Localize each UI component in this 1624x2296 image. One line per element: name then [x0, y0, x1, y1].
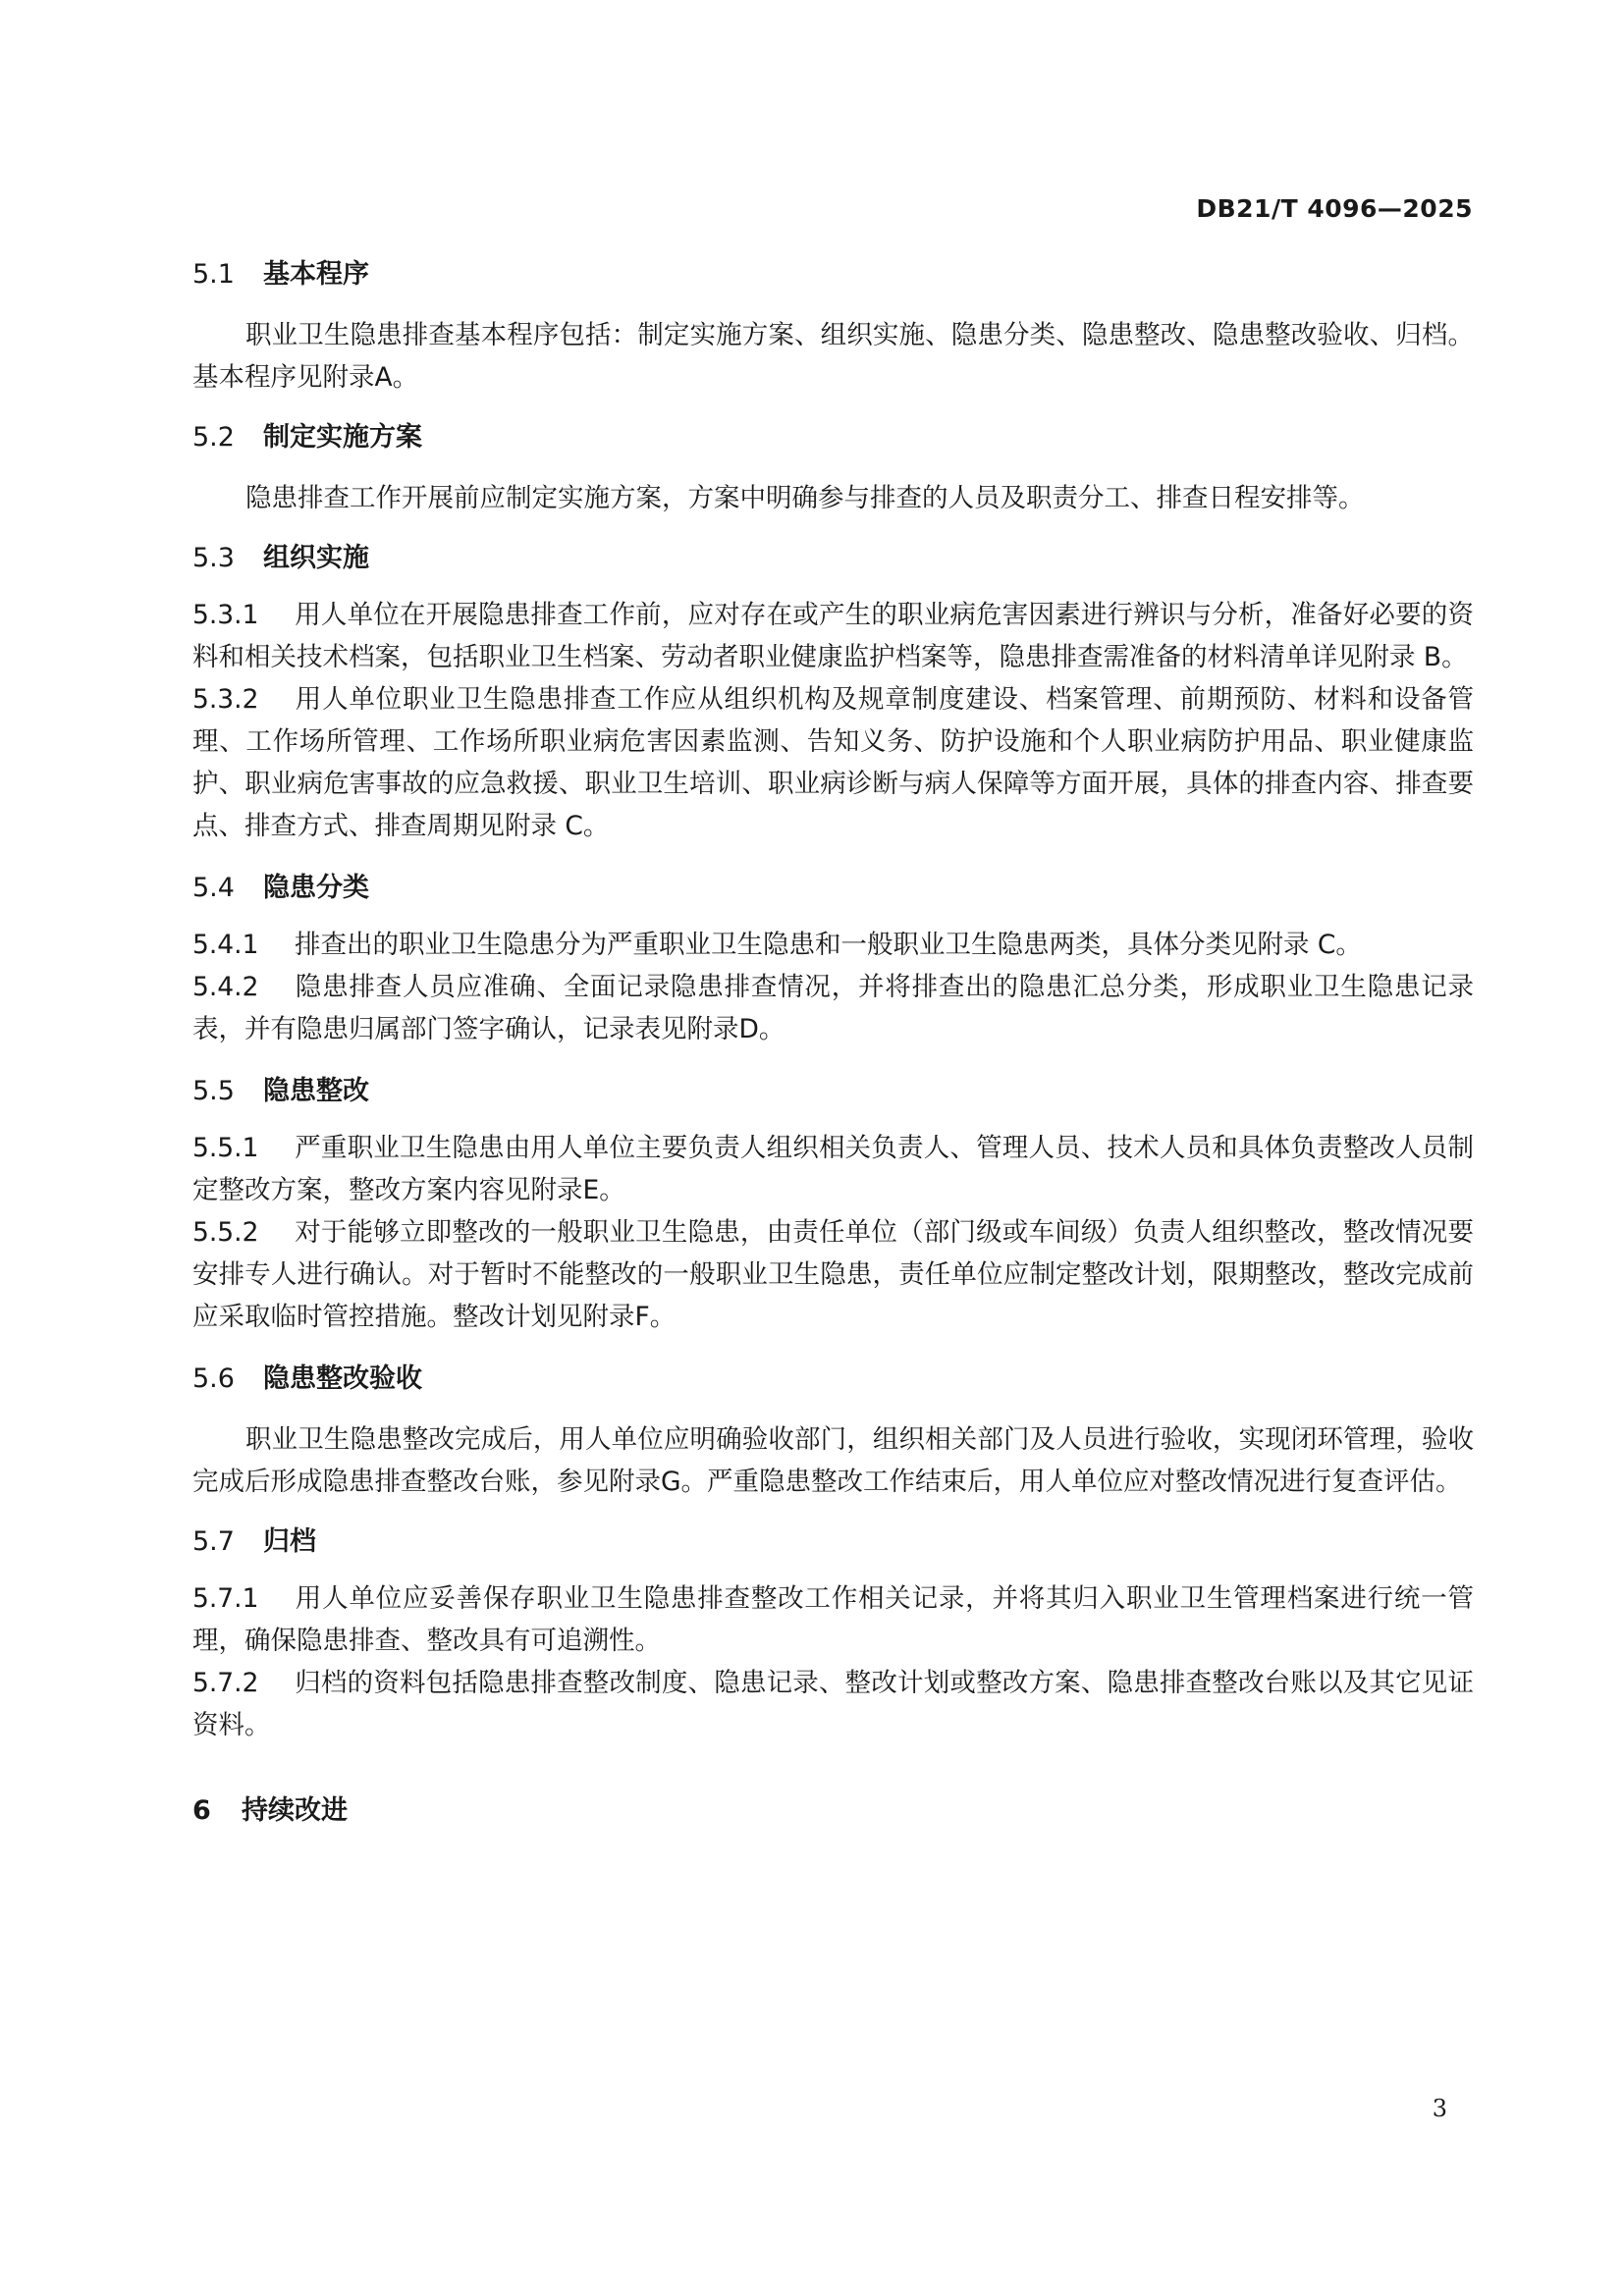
section-number: 5.6: [192, 1363, 235, 1394]
section-heading-5-6: [192, 1362, 1474, 1397]
clause-number: 5.4.1: [192, 930, 259, 960]
clause-5-7-1: [192, 1577, 1474, 1662]
clause-5-5-2: [192, 1211, 1474, 1338]
section-paragraph: 职业卫生隐患排查基本程序包括：制定实施方案、组织实施、隐患分类、隐患整改、隐患整改验收、归档。基本程序见附录A。: [192, 320, 1474, 393]
section-title: 制定实施方案: [263, 422, 422, 453]
section-title: 隐患分类: [263, 873, 369, 903]
document-body: [192, 257, 1474, 1829]
document-code: DB21/T 4096—2025: [1196, 194, 1473, 223]
clause-number: 5.3.1: [192, 600, 259, 630]
section-title: 基本程序: [263, 259, 369, 290]
section-title: 持续改进: [242, 1795, 348, 1826]
section-number: 6: [192, 1795, 211, 1826]
clause-number: 5.4.2: [192, 972, 259, 1002]
section-heading-5-1: [192, 257, 1474, 293]
clause-text: 用人单位职业卫生隐患排查工作应从组织机构及规章制度建设、档案管理、前期预防、材料和设备管理、工作场所管理、工作场所职业病危害因素监测、告知义务、防护设施和个人职业病防护用品、职业健康监护、职业病危害事故的应急救援、职业卫生培训、职业病诊断与病人保障等方面开展，具体的排查内容、排查要点、排查方式、排查周期见附录 C。: [192, 684, 1474, 841]
clause-text: 用人单位在开展隐患排查工作前，应对存在或产生的职业病危害因素进行辨识与分析，准备好必要的资料和相关技术档案，包括职业卫生档案、劳动者职业健康监护档案等，隐患排查需准备的材料清单详见附录 B。: [192, 600, 1474, 672]
section-paragraph: 隐患排查工作开展前应制定实施方案，方案中明确参与排查的人员及职责分工、排查日程安排等。: [245, 483, 1365, 513]
section-heading-5-4: [192, 871, 1474, 906]
section-heading-5-7: [192, 1524, 1474, 1560]
section-title: 组织实施: [263, 543, 369, 573]
section-paragraph: 职业卫生隐患整改完成后，用人单位应明确验收部门，组织相关部门及人员进行验收，实现闭环管理，验收完成后形成隐患排查整改台账，参见附录G。严重隐患整改工作结束后，用人单位应对整改情况进行复查评估。: [192, 1424, 1474, 1497]
clause-5-4-1: [192, 924, 1474, 966]
section-number: 5.4: [192, 873, 235, 903]
section-number: 5.1: [192, 259, 235, 290]
section-number: 5.5: [192, 1076, 235, 1106]
section-title: 隐患整改: [263, 1076, 369, 1106]
clause-5-3-2: [192, 678, 1474, 847]
page-number: 3: [1432, 2095, 1447, 2122]
clause-number: 5.5.1: [192, 1133, 259, 1163]
section-heading-5-3: [192, 541, 1474, 576]
clause-number: 5.3.2: [192, 684, 259, 715]
clause-5-5-1: [192, 1127, 1474, 1211]
section-heading-5-2: [192, 420, 1474, 455]
clause-text: 严重职业卫生隐患由用人单位主要负责人组织相关负责人、管理人员、技术人员和具体负责整改人员制定整改方案，整改方案内容见附录E。: [192, 1133, 1474, 1205]
clause-text: 对于能够立即整改的一般职业卫生隐患，由责任单位（部门级或车间级）负责人组织整改，整改情况要安排专人进行确认。对于暂时不能整改的一般职业卫生隐患，责任单位应制定整改计划，限期整改，整改完成前应采取临时管控措施。整改计划见附录F。: [192, 1217, 1474, 1332]
section-number: 5.3: [192, 543, 235, 573]
clause-5-7-2: [192, 1662, 1474, 1746]
section-number: 5.2: [192, 422, 235, 453]
clause-5-4-2: [192, 966, 1474, 1050]
clause-text: 隐患排查人员应准确、全面记录隐患排查情况，并将排查出的隐患汇总分类，形成职业卫生隐患记录表，并有隐患归属部门签字确认，记录表见附录D。: [192, 972, 1474, 1044]
section-number: 5.7: [192, 1526, 235, 1557]
clause-number: 5.7.1: [192, 1583, 259, 1614]
clause-text: 排查出的职业卫生隐患分为严重职业卫生隐患和一般职业卫生隐患两类，具体分类见附录 C。: [295, 930, 1362, 960]
clause-number: 5.5.2: [192, 1217, 259, 1248]
clause-text: 归档的资料包括隐患排查整改制度、隐患记录、整改计划或整改方案、隐患排查整改台账以及其它见证资料。: [192, 1668, 1474, 1740]
section-heading-5-5: [192, 1074, 1474, 1109]
section-heading-6: [192, 1793, 1474, 1829]
section-title: 隐患整改验收: [263, 1363, 422, 1394]
clause-text: 用人单位应妥善保存职业卫生隐患排查整改工作相关记录，并将其归入职业卫生管理档案进行统一管理，确保隐患排查、整改具有可追溯性。: [192, 1583, 1474, 1656]
clause-number: 5.7.2: [192, 1668, 259, 1698]
clause-5-3-1: [192, 594, 1474, 678]
section-title: 归档: [263, 1526, 316, 1557]
